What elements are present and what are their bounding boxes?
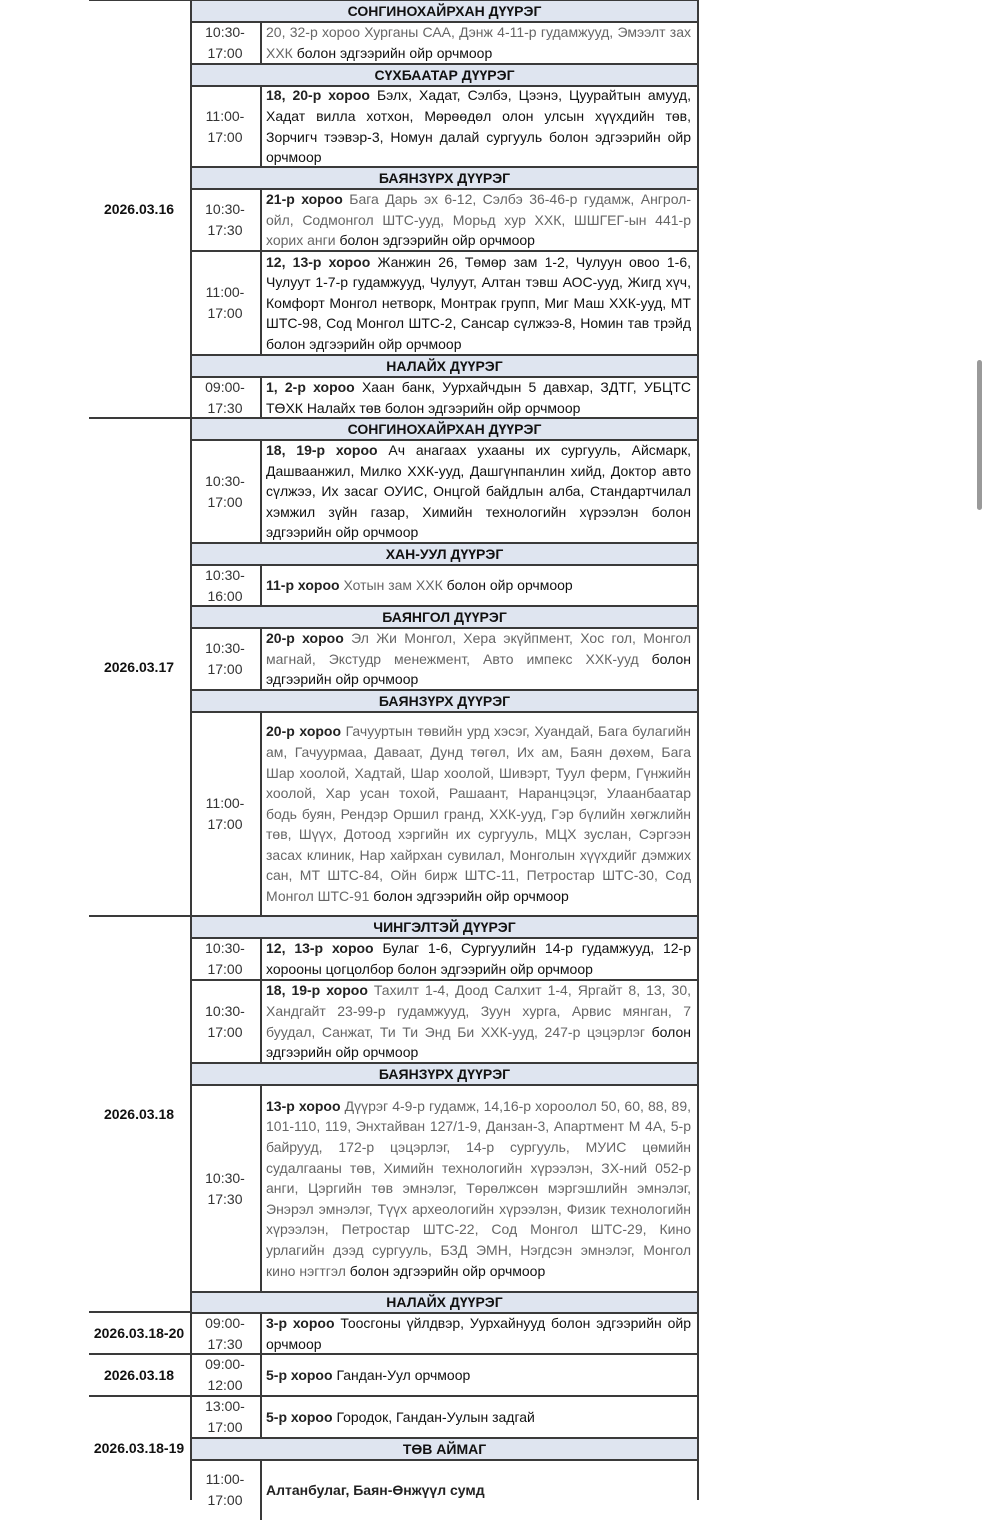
time-range-text: 10:30-17:00 [205, 24, 245, 61]
location-text [266, 721, 691, 906]
row-border [191, 564, 699, 566]
date-label: 2026.03.18 [103, 1106, 175, 1122]
time-range-text: 10:30-17:00 [205, 1002, 245, 1040]
date-label: 2026.03.18-19 [93, 1440, 185, 1456]
row-border [191, 1353, 699, 1355]
time-range-text: 10:30-17:00 [205, 940, 245, 977]
table-border [697, 0, 699, 1500]
khoroo-label: 21-р хороо [266, 191, 350, 208]
time-range-text: 11:00-17:00 [205, 284, 245, 321]
places-list: Хотын зам ХХК [343, 577, 447, 594]
date-cell [89, 916, 189, 1312]
time-range-text: 11:00-17:00 [205, 795, 245, 832]
row-border [191, 85, 699, 87]
places-list: Гачууртын төвийн урд хэсэг, Хуандай, Бага булагийн ам, Гачуурмаа, Даваат, Дунд төгөл, Их ам, Баян дөхөм, Бага Шар хоолой, Хадтай, Шар хоолой, Шивэрт, Туул ферм, Гүнжийн хоолой, Хар усан тохой, Рашаант, Наранцэцэг, Улаанбаатар бодь буян, Рендэр Оршил гранд, ХХК-ууд, Гэр бүлийн хөгжлийн төв, Шүүх, Дотоод хэргийн их сургууль, МЦХ зуслан, Сэргээн засах клиник, Нар хайрхан сувилал, Монголын хүүхдийг дэмжих сан, МТ ШТС-84, Ойн бирж ШТС-11, Петростар ШТС-30, Сод Монгол ШТС-91 [266, 723, 691, 905]
row-border [191, 711, 699, 713]
location-text [266, 1480, 691, 1501]
row-border [191, 188, 699, 190]
date-border [89, 417, 191, 419]
khoroo-label: Алтанбулаг, Баян-Өнжүүл сумд [266, 1481, 485, 1498]
vicinity-text: болон эдгээрийн ойр орчмоор [339, 232, 535, 249]
column-divider [260, 1313, 262, 1354]
time-range-text: 11:00-17:00 [205, 1471, 245, 1508]
date-cell [89, 418, 189, 916]
date-label: 2026.03.16 [103, 201, 175, 217]
khoroo-label: 18, 19-р хороо [266, 442, 389, 459]
column-divider [260, 1396, 262, 1438]
vicinity-text: болон эдгээрийн ойр орчмоор [373, 888, 569, 905]
row-border [191, 1459, 699, 1461]
time-range [193, 1313, 257, 1354]
row-border [191, 1084, 699, 1086]
column-divider [260, 22, 262, 64]
time-range [193, 86, 257, 167]
date-cell [89, 1354, 189, 1396]
vicinity-text: болон эдгээрийн ойр орчмоор [349, 1262, 546, 1279]
row-border [191, 605, 699, 607]
location-description [266, 1313, 691, 1354]
time-range [193, 938, 257, 980]
date-cell [89, 0, 189, 418]
location-description [266, 628, 691, 690]
places-list: Бага Дарь эх 6-12, Сэлбэ 36-46-р гудамж, Ангрол-ойл, Содмонгол ШТС-ууд, Морьд хур ХХК, ШШГЕГ-ын 441-р хорих анги [266, 191, 692, 249]
district-header: БАЯНЗҮРХ ДҮҮРЭГ [191, 1063, 698, 1085]
district-header: ХАН-УУЛ ДҮҮРЭГ [191, 543, 698, 565]
khoroo-label: 12, 13-р хороо [266, 253, 378, 270]
location-description [266, 22, 691, 64]
row-border [191, 627, 699, 629]
places-list: 20, 32-р хороо Хурганы САА, Дэнж 4-11-р гудамжууд, Эмээлт зах ХХК [266, 24, 691, 61]
vicinity-text: Хаан банк, Уурхайчдын 5 давхар, ЗДТГ, УБЦТС ТӨХК Налайх төв болон эдгээрийн ойр орчмоор [266, 378, 691, 416]
row-border [191, 166, 699, 168]
row-border [191, 250, 699, 252]
date-label: 2026.03.18 [103, 1367, 175, 1383]
date-cell [89, 1396, 189, 1500]
date-border [89, 1353, 191, 1355]
time-range [193, 565, 257, 606]
khoroo-label: 20-р хороо [266, 723, 346, 740]
location-description [266, 189, 691, 251]
location-text [266, 938, 691, 979]
column-divider [260, 251, 262, 355]
district-header: НАЛАЙХ ДҮҮРЭГ [191, 355, 698, 377]
khoroo-label: 5-р хороо [266, 1366, 337, 1383]
row-border [191, 1437, 699, 1439]
row-border [191, 21, 699, 23]
time-range-text: 10:30-17:30 [205, 201, 245, 238]
location-text [266, 252, 691, 355]
location-description [266, 251, 691, 355]
khoroo-label: 11-р хороо [266, 577, 344, 594]
khoroo-label: 18, 20-р хороо [266, 87, 377, 104]
vicinity-text: болон эдгээрийн ойр орчмоор [266, 650, 691, 688]
column-divider [260, 1354, 262, 1396]
row-border [191, 1395, 699, 1397]
location-text [266, 1365, 691, 1386]
location-text [266, 189, 691, 251]
date-border [89, 0, 191, 1]
location-text [266, 1313, 691, 1354]
time-range [193, 440, 257, 543]
location-description [266, 1085, 691, 1292]
row-border [191, 354, 699, 356]
location-text [266, 85, 691, 167]
time-range [193, 1354, 257, 1396]
column-divider [260, 377, 262, 418]
district-header: ЧИНГЭЛТЭЙ ДҮҮРЭГ [191, 916, 698, 938]
time-range-text: 09:00-17:30 [205, 1314, 245, 1352]
date-label: 2026.03.17 [103, 659, 175, 675]
time-range [193, 189, 257, 251]
khoroo-label: 5-р хороо [266, 1408, 337, 1425]
vicinity-text: Городок, Гандан-Уулын задгай [336, 1408, 535, 1425]
district-header: БАЯНЗҮРХ ДҮҮРЭГ [191, 690, 698, 712]
date-border [89, 1311, 191, 1313]
row-border [191, 1062, 699, 1064]
column-divider [260, 938, 262, 980]
column-divider [260, 628, 262, 690]
district-header: НАЛАЙХ ДҮҮРЭГ [191, 1292, 698, 1313]
row-border [191, 689, 699, 691]
district-header: СҮХБААТАР ДҮҮРЭГ [191, 64, 698, 86]
row-border [191, 1312, 699, 1314]
column-divider [260, 1085, 262, 1292]
khoroo-label: 12, 13-р хороо [266, 940, 383, 957]
time-range [193, 22, 257, 64]
district-header: БАЯНГОЛ ДҮҮРЭГ [191, 606, 698, 628]
column-divider [260, 440, 262, 543]
location-description [266, 712, 691, 916]
location-text [266, 575, 691, 596]
time-range [193, 1085, 257, 1292]
places-list: Эл Жи Монгол, Хера экүйпмент, Хос гол, Монгол магнай, Экстудр менежмент, Авто импекс ХХК-ууд [266, 630, 691, 667]
location-text [266, 440, 691, 543]
row-border [191, 417, 699, 419]
column-divider [260, 712, 262, 916]
time-range-text: 09:00-17:30 [205, 378, 245, 416]
vicinity-text: болон ойр орчмоор [446, 577, 573, 594]
time-range [193, 1396, 257, 1438]
vicinity-text: болон эдгээрийн ойр орчмоор [296, 45, 493, 61]
location-text [266, 1407, 691, 1428]
time-range [193, 1460, 257, 1520]
places-list: Тахилт 1-4, Доод Салхит 1-4, Яргайт 8, 13, 30, Хандгайт 23-99-р гудамжууд, Зуун хурга, Арвис мянган, 7 буудал, Санжат, Ти Ти Энд Би ХХК-ууд, 247-р цэцэрлэг [266, 982, 691, 1040]
location-description [266, 1396, 691, 1438]
date-border [89, 915, 191, 917]
district-header: СОНГИНОХАЙРХАН ДҮҮРЭГ [191, 0, 698, 22]
time-range-text: 10:30-16:00 [205, 566, 245, 604]
time-range-text: 10:30-17:00 [205, 472, 245, 510]
row-border [191, 1291, 699, 1293]
column-divider [260, 1460, 262, 1520]
time-range-text: 10:30-17:00 [205, 640, 245, 677]
vicinity-text: Бэлх, Хадат, Сэлбэ, Цээнэ, Цуурайтын амууд, Хадат вилла хотхон, Мөрөөдөл олон улсын хүүхдийн төв, Зорчигч тээвэр-3, Номун далай сургууль болон эдгээрийн ойр орчмоор [266, 87, 691, 166]
location-text [266, 980, 691, 1062]
time-range [193, 251, 257, 355]
column-divider [260, 565, 262, 606]
time-range-text: 10:30-17:30 [205, 1169, 245, 1207]
location-text [266, 1096, 691, 1281]
vicinity-text: болон эдгээрийн ойр орчмоор [266, 1023, 691, 1061]
row-border [191, 439, 699, 441]
date-border [89, 1395, 191, 1397]
district-header: БАЯНЗҮРХ ДҮҮРЭГ [191, 167, 698, 189]
vicinity-text: Жанжин 26, Төмөр зам 1-2, Чулуун овоо 1-6, Чулуут 1-7-р гудамжууд, Чулуут, Алтан тэвш АОС-ууд, Жигд хүч, Комфорт Монгол нетворк, Монтрак групп, Миг Маш ХХК-ууд, МТ ШТС-98, Сод Монгол ШТС-2, Сансар сүлжээ-8, Номин тав трэйд болон эдгээрийн ойр орчмоор [266, 253, 692, 352]
location-description [266, 980, 691, 1063]
khoroo-label: 18, 19-р хороо [266, 982, 374, 999]
row-border [191, 0, 699, 1]
location-description [266, 1460, 691, 1520]
date-cell [89, 1312, 189, 1354]
khoroo-label: 3-р хороо [266, 1314, 341, 1331]
time-range [193, 712, 257, 916]
location-description [266, 938, 691, 980]
khoroo-label: 20-р хороо [266, 630, 352, 647]
vicinity-text: Булаг 1-6, Сургуулийн 14-р гудамжууд, 12-р хорооны цогцолбор болон эдгээрийн ойр орчмоор [266, 940, 692, 977]
time-range [193, 377, 257, 418]
location-text [266, 22, 691, 63]
time-range-text: 11:00-17:00 [205, 107, 245, 145]
column-divider [260, 86, 262, 167]
location-text [266, 377, 691, 418]
location-description [266, 86, 691, 167]
time-range-text: 13:00-17:00 [205, 1398, 245, 1435]
time-range-text: 09:00-12:00 [205, 1356, 245, 1393]
vicinity-text: Гандан-Уул орчмоор [336, 1366, 471, 1383]
column-divider [260, 980, 262, 1063]
row-border [191, 979, 699, 981]
time-range [193, 628, 257, 690]
row-border [191, 63, 699, 65]
scrollbar[interactable] [977, 360, 982, 510]
row-border [191, 915, 699, 917]
location-description [266, 565, 691, 606]
date-label: 2026.03.18-20 [93, 1325, 185, 1341]
district-header: ТӨВ АЙМАГ [191, 1438, 698, 1460]
places-list: Дүүрэг 4-9-р гудамж, 14,16-р хороолол 50, 60, 88, 89, 101-110, 119, Энхтайван 127/1-9, Данзан-3, Апартмент М 4А, 5-р байрууд, 172-р цэцэрлэг, 14-р сургууль, МУИС цөмийн судалгааны төв, Химийн технологийн хүрээлэн, ЗХ-ний 052-р анги, Цэргийн төв эмнэлэг, Төрөлжсөн мэргэшлийн эмнэлэг, Энэрэл эмнэлэг, Түүх археологийн хүрээлэн, Физик технологийн хүрээлэн, Петростар ШТС-22, Сод Монгол ШТС-29, Кино урлагийн дээд сургууль, БЗД ЭМН, Нэгдсэн эмнэлэг, Монгол кино нэгтгэл [266, 1097, 692, 1279]
location-description [266, 1354, 691, 1396]
vicinity-text: Тоосгоны үйлдвэр, Уурхайнууд болон эдгээрийн ойр орчмоор [266, 1314, 691, 1352]
district-header: СОНГИНОХАЙРХАН ДҮҮРЭГ [191, 418, 698, 440]
row-border [191, 937, 699, 939]
location-description [266, 440, 691, 543]
time-range [193, 980, 257, 1063]
row-border [191, 542, 699, 544]
vicinity-text: Ач анагаах ухааны их сургууль, Айсмарк, Дашваанжил, Милко ХХК-ууд, Дашгүнпанлин хийд, Доктор авто сүлжээ, Их засаг ОУИС, Онцгой байдлын алба, Стандартчилал хэмжил зүйн газар, Химийн технологийн хүрээлэн болон эдгээрийн ойр орчмоор [266, 442, 691, 541]
location-text [266, 628, 691, 690]
table-border [190, 0, 192, 1500]
location-description [266, 377, 691, 418]
khoroo-label: 1, 2-р хороо [266, 378, 362, 395]
row-border [191, 376, 699, 378]
khoroo-label: 13-р хороо [266, 1097, 345, 1114]
column-divider [260, 189, 262, 251]
